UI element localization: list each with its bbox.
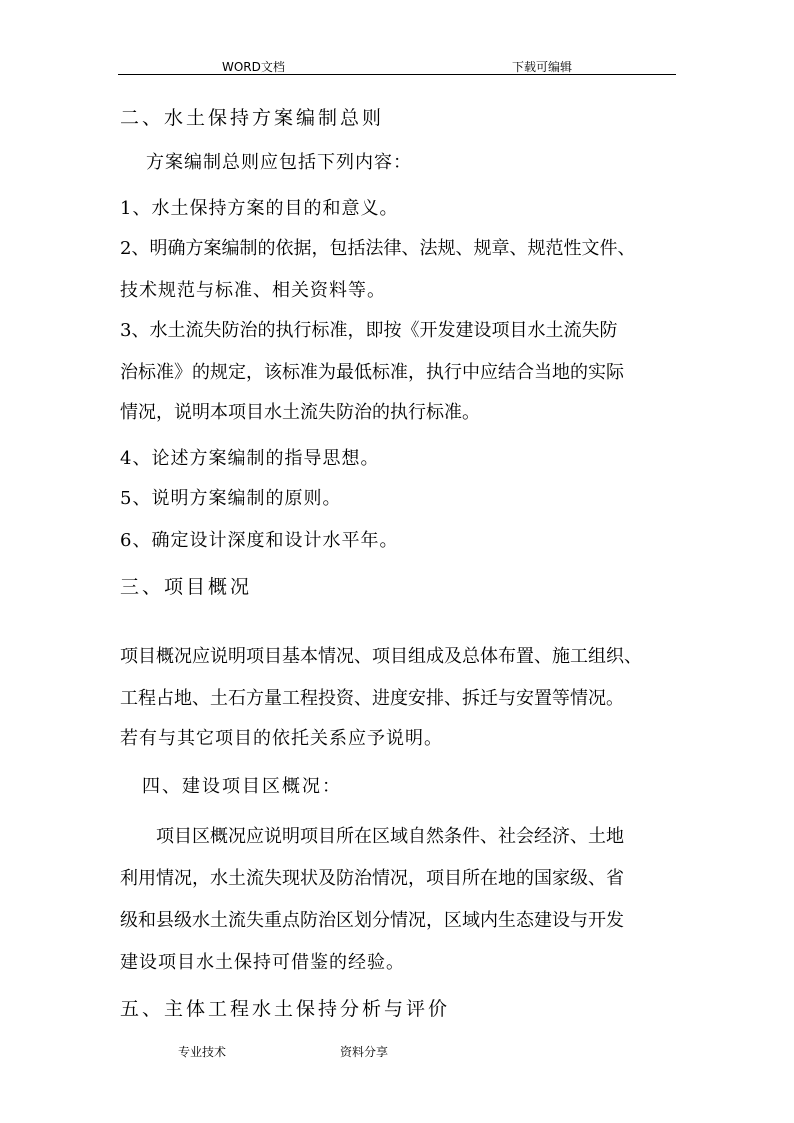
- list-item-2: 2、明确方案编制的依据，包括法律、法规、规章、规范性文件、: [120, 238, 636, 259]
- list-item-5: 5、说明方案编制的原则。: [120, 488, 342, 509]
- paragraph-line: 项目概况应说明项目基本情况、项目组成及总体布置、施工组织、: [120, 646, 642, 667]
- paragraph-line: 方案编制总则应包括下列内容：: [146, 152, 412, 173]
- footer-right-text: 资料分享: [340, 1045, 389, 1059]
- footer-left-text: 专业技术: [178, 1045, 227, 1059]
- header-right-text: 下载可编辑: [512, 60, 573, 74]
- paragraph-line: 利用情况，水土流失现状及防治情况，项目所在地的国家级、省: [120, 868, 624, 889]
- section-heading-3: 三、项目概况: [120, 576, 253, 598]
- paragraph-line: 技术规范与标准、相关资料等。: [120, 280, 386, 301]
- paragraph-line: 若有与其它项目的依托关系应予说明。: [120, 728, 443, 749]
- list-item-1: 1、水土保持方案的目的和意义。: [120, 198, 399, 219]
- section-heading-2: 二、水土保持方案编制总则: [120, 107, 385, 129]
- section-heading-5: 五、主体工程水土保持分析与评价: [120, 998, 451, 1020]
- list-item-4: 4、论述方案编制的指导思想。: [120, 448, 380, 469]
- paragraph-line: 级和县级水土流失重点防治区划分情况，区域内生态建设与开发: [120, 910, 624, 931]
- section-heading-4: 四、建设项目区概况：: [142, 776, 342, 797]
- paragraph-line: 情况，说明本项目水土流失防治的执行标准。: [120, 402, 480, 423]
- header-divider: [118, 74, 676, 75]
- paragraph-line: 项目区概况应说明项目所在区域自然条件、社会经济、土地: [156, 826, 624, 847]
- paragraph-line: 工程占地、土石方量工程投资、进度安排、拆迁与安置等情况。: [120, 688, 624, 709]
- paragraph-line: 治标准》的规定，该标准为最低标准，执行中应结合当地的实际: [120, 362, 624, 383]
- paragraph-line: 建设项目水土保持可借鉴的经验。: [120, 952, 405, 973]
- list-item-6: 6、确定设计深度和设计水平年。: [120, 530, 399, 551]
- list-item-3: 3、水土流失防治的执行标准，即按《开发建设项目水土流失防: [120, 320, 618, 341]
- header-left-text: WORD文档: [222, 60, 285, 74]
